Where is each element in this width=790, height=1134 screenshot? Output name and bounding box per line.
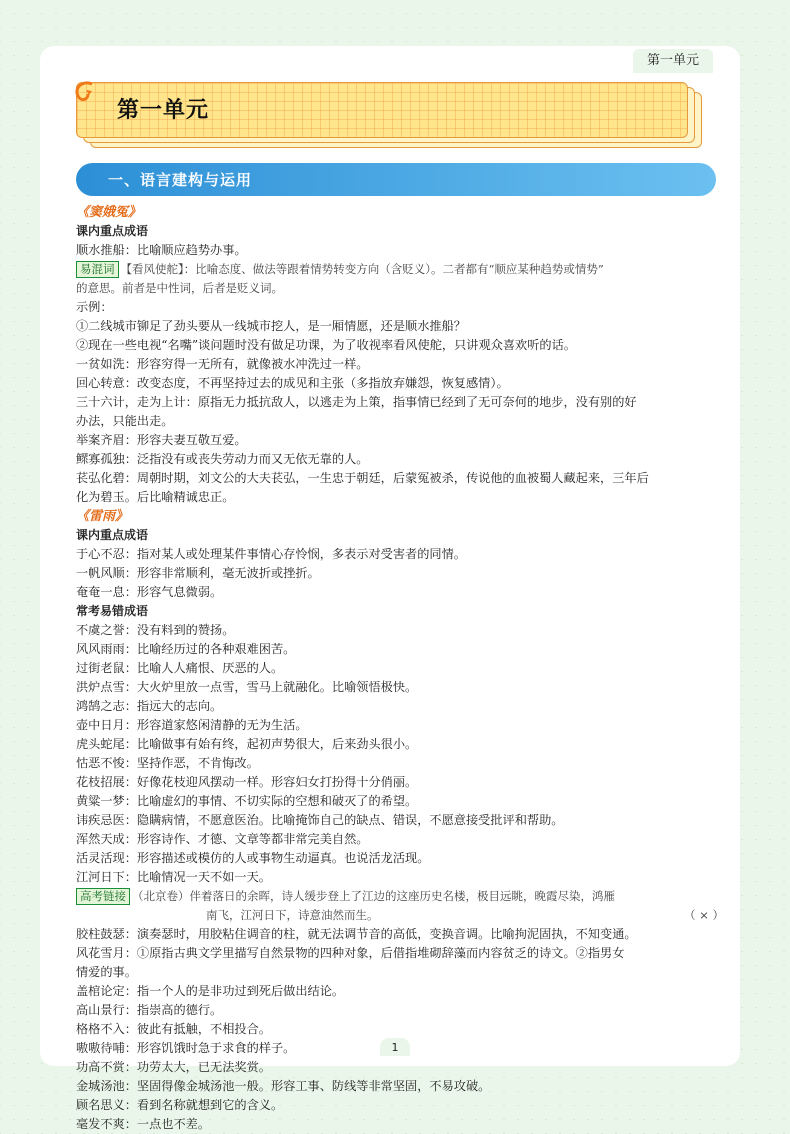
book-title: 《窦娥冤》 bbox=[76, 205, 142, 220]
text-line: 苌弘化碧：周朝时期，刘文公的大夫苌弘，一生忠于朝廷，后蒙冤被杀，传说他的血被蜀人藏起来，三年后 bbox=[76, 471, 649, 485]
text-line: 奄奄一息：形容气息微弱。 bbox=[76, 585, 223, 599]
text-line: 胶柱鼓瑟：演奏瑟时，用胶粘住调音的柱，就无法调节音的高低，变换音调。比喻拘泥固执，不知变通。 bbox=[76, 927, 637, 941]
text-line: 易混词 【看风使舵】：比喻态度、做法等跟着情势转变方向（含贬义）。二者都有“顺应某种趋势或情势” bbox=[76, 260, 724, 279]
text-line: 浑然天成：形容诗作、才德、文章等都非常完美自然。 bbox=[76, 832, 369, 846]
subheading: 课内重点成语 bbox=[76, 224, 149, 238]
text-line: 高山景行：指崇高的德行。 bbox=[76, 1003, 223, 1017]
banner-front bbox=[76, 82, 688, 138]
text-line: 情爱的事。 bbox=[76, 965, 137, 979]
text-line: 虎头蛇尾：比喻做事有始有终，起初声势很大，后来劲头很小。 bbox=[76, 737, 418, 751]
text-line: 办法，只能出走。 bbox=[76, 414, 174, 428]
text-line: 黄粱一梦：比喻虚幻的事情、不切实际的空想和破灭了的希望。 bbox=[76, 794, 418, 808]
section-title: 一、语言建构与运用 bbox=[108, 171, 253, 189]
text-line: 举案齐眉：形容夫妻互敬互爱。 bbox=[76, 433, 247, 447]
text-line: 壶中日月：形容道家悠闲清静的无为生活。 bbox=[76, 718, 308, 732]
text-line: 三十六计，走为上计：原指无力抵抗敌人，以逃走为上策，指事情已经到了无可奈何的地步，没有别的好 bbox=[76, 395, 637, 409]
text-line: 示例： bbox=[76, 300, 113, 314]
text-line: 活灵活现：形容描述或模仿的人或事物生动逼真。也说活龙活现。 bbox=[76, 851, 430, 865]
text-line: 顾名思义：看到名称就想到它的含义。 bbox=[76, 1098, 284, 1112]
text-line: 鸿鹄之志：指远大的志向。 bbox=[76, 699, 223, 713]
text-line: 于心不忍：指对某人或处理某件事情心存怜悯，多表示对受害者的同情。 bbox=[76, 547, 466, 561]
content-body bbox=[76, 203, 724, 1134]
unit-tab-label: 第一单元 bbox=[633, 49, 713, 73]
curl-arrow-icon bbox=[70, 78, 100, 108]
text-line: 顺水推船：比喻顺应趋势办事。 bbox=[76, 243, 247, 257]
text-line: ②现在一些电视“名嘴”谈问题时没有做足功课，为了收视率看风使舵，只讲观众喜欢听的话。 bbox=[76, 338, 576, 352]
text-line: 回心转意：改变态度，不再坚持过去的成见和主张（多指放弃嫌怨，恢复感情）。 bbox=[76, 376, 509, 390]
banner-title: 第一单元 bbox=[117, 98, 210, 123]
text-line: 化为碧玉。后比喻精诚忠正。 bbox=[76, 490, 235, 504]
text-line: 嗷嗷待哺：形容饥饿时急于求食的样子。 bbox=[76, 1041, 296, 1055]
text-line: 讳疾忌医：隐瞒病情，不愿意医治。比喻掩饰自己的缺点、错误，不愿意接受批评和帮助。 bbox=[76, 813, 564, 827]
text-line: 一贫如洗：形容穷得一无所有，就像被水冲洗过一样。 bbox=[76, 357, 369, 371]
text-line: 南飞，江河日下，诗意油然而生。 （ × ） bbox=[76, 906, 724, 925]
subheading: 常考易错成语 bbox=[76, 604, 149, 618]
text-line: 洪炉点雪：大火炉里放一点雪，雪马上就融化。比喻领悟极快。 bbox=[76, 680, 418, 694]
unit-banner bbox=[76, 82, 716, 152]
gaokao-link-tag: 高考链接 bbox=[76, 888, 130, 905]
text-line: ①二线城市铆足了劲头要从一线城市挖人，是一厢情愿，还是顺水推船？ bbox=[76, 319, 466, 333]
text-line: 的意思。前者是中性词，后者是贬义词。 bbox=[76, 281, 283, 295]
subheading: 课内重点成语 bbox=[76, 528, 149, 542]
text-line: 鳏寡孤独：泛指没有或丧失劳动力而又无依无靠的人。 bbox=[76, 452, 369, 466]
text-line: 花枝招展：好像花枝迎风摆动一样。形容妇女打扮得十分俏丽。 bbox=[76, 775, 418, 789]
text-line: 怙恶不悛：坚持作恶，不肯悔改。 bbox=[76, 756, 259, 770]
book-title: 《雷雨》 bbox=[76, 509, 129, 524]
text-line: 不虞之誉：没有料到的赞扬。 bbox=[76, 623, 235, 637]
text-line: 格格不入：彼此有抵触，不相投合。 bbox=[76, 1022, 271, 1036]
page-number: 1 bbox=[380, 1038, 410, 1056]
text-line: 一帆风顺：形容非常顺利，毫无波折或挫折。 bbox=[76, 566, 320, 580]
text-line: 风花雪月：①原指古典文学里描写自然景物的四种对象，后借指堆砌辞藻而内容贫乏的诗文。②指男女 bbox=[76, 946, 625, 960]
text-line: 功高不赏：功劳太大，已无法奖赏。 bbox=[76, 1060, 271, 1074]
text-line: 高考链接 （北京卷）伴着落日的余晖，诗人缓步登上了江边的这座历史名楼，极目远眺，晚霞尽染，鸿雁 bbox=[76, 887, 724, 906]
text-line: 盖棺论定：指一个人的是非功过到死后做出结论。 bbox=[76, 984, 345, 998]
section-header bbox=[76, 163, 716, 196]
answer-mark: （ × ） bbox=[684, 908, 724, 922]
text-line: 金城汤池：坚固得像金城汤池一般。形容工事、防线等非常坚固，不易攻破。 bbox=[76, 1079, 491, 1093]
text-line: 毫发不爽：一点也不差。 bbox=[76, 1117, 211, 1131]
text-line: 风风雨雨：比喻经历过的各种艰难困苦。 bbox=[76, 642, 296, 656]
easy-confuse-tag: 易混词 bbox=[76, 261, 119, 278]
text-line: 江河日下：比喻情况一天不如一天。 bbox=[76, 870, 271, 884]
text-line: 过街老鼠：比喻人人痛恨、厌恶的人。 bbox=[76, 661, 284, 675]
